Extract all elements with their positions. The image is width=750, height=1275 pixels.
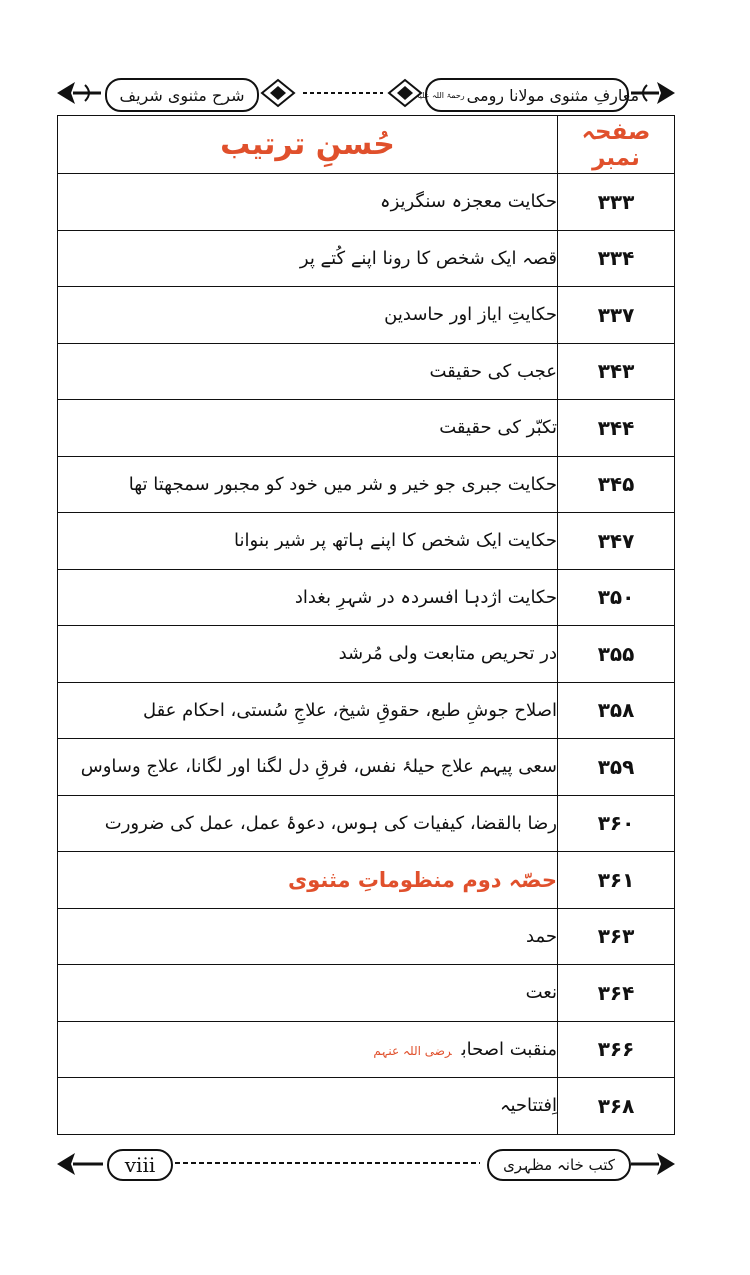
page-number-cell: ۳۶۴: [558, 965, 675, 1022]
entry-title: [58, 626, 558, 683]
running-title-right: [414, 78, 640, 112]
entry-title-text: حکایت جبری جو خیر و شر میں خود کو مجبور سمجھتا تھا: [128, 473, 557, 495]
table-row: [58, 343, 675, 400]
entry-title-text: تکبّر کی حقیقت: [439, 417, 557, 439]
entry-title: [58, 739, 558, 796]
table-row: [58, 513, 675, 570]
table-row: [58, 456, 675, 513]
table-row: [58, 682, 675, 739]
entry-title: [58, 795, 558, 852]
page-number-cell: ۳۴۴: [558, 400, 675, 457]
entry-title: [58, 456, 558, 513]
publisher-name: کتب خانہ مظہری: [487, 1149, 631, 1181]
entry-title: [58, 400, 558, 457]
page-number-cell: ۳۶۶: [558, 1021, 675, 1078]
page-number-cell: ۳۵۵: [558, 626, 675, 683]
entry-title: [58, 965, 558, 1022]
page-number-cell: ۳۳۳: [558, 174, 675, 231]
table-row: [58, 965, 675, 1022]
dotted-rule-icon: [175, 1159, 480, 1167]
ornament-icon: [629, 1147, 677, 1181]
table-row: [58, 908, 675, 965]
entry-title-text: عجب کی حقیقت: [429, 360, 557, 382]
entry-title: [58, 1021, 558, 1078]
entry-title-text: اِفتتاحیہ: [499, 1095, 557, 1117]
page-number-cell: ۳۵۹: [558, 739, 675, 796]
section-heading: [58, 852, 558, 909]
table-header-row: [58, 116, 675, 174]
entry-title-text: در تحریص متابعت ولی مُرشد: [338, 643, 557, 665]
entry-title: [58, 569, 558, 626]
ornament-icon: [55, 76, 103, 110]
entry-title: [58, 230, 558, 287]
entry-title: [58, 287, 558, 344]
ornament-icon: [629, 76, 677, 110]
table-row: [58, 569, 675, 626]
page-number-cell: ۳۶۰: [558, 795, 675, 852]
entry-title-text: نعت: [525, 982, 557, 1004]
page-number-cell: ۳۳۴: [558, 230, 675, 287]
table-row: [58, 1021, 675, 1078]
entry-title: [58, 1078, 558, 1135]
contents-body: [58, 174, 675, 1135]
entry-title-text: حکایت معجزہ سنگریزہ: [380, 191, 557, 213]
entry-title-text: قصہ ایک شخص کا رونا اپنے کُتے پر: [299, 247, 557, 269]
book-title: معارفِ مثنوی مولانا رومی: [466, 85, 640, 105]
page-number-cell: ۳۳۷: [558, 287, 675, 344]
entry-title-text: حکایتِ ایاز اور حاسدین: [384, 304, 557, 326]
table-row: [58, 852, 675, 909]
page-number-cell: ۳۴۳: [558, 343, 675, 400]
entry-title-text: رضا بالقضا، کیفیات کی ہوس، دعوۂ عمل، عمل کی ضرورت: [104, 812, 557, 834]
entry-title-text: حکایت اژدہا افسردہ در شہرِ بغداد: [294, 586, 557, 608]
entry-title: [58, 343, 558, 400]
entry-title-text: حصّہ دوم منظوماتِ مثنوی: [287, 867, 557, 892]
page-footer: [55, 1145, 675, 1187]
page-number-cell: ۳۴۵: [558, 456, 675, 513]
entry-title-text: اصلاح جوشِ طبع، حقوقِ شیخ، علاجِ سُستی، احکام عقل: [142, 699, 557, 721]
ornament-icon: [55, 1147, 105, 1181]
table-row: [58, 626, 675, 683]
dotted-rule-icon: [303, 90, 383, 96]
table-row: [58, 400, 675, 457]
page-number-cell: ۳۴۷: [558, 513, 675, 570]
honorific-note: رضی اللہ عنہم: [373, 1043, 452, 1058]
page-number-cell: ۳۶۳: [558, 908, 675, 965]
page-number-cell: ۳۶۱: [558, 852, 675, 909]
table-row: [58, 1078, 675, 1135]
table-row: [58, 795, 675, 852]
table-row: [58, 739, 675, 796]
running-title-left: شرح مثنوی شریف: [105, 78, 259, 112]
contents-table: [57, 115, 675, 1135]
ornament-icon: [258, 76, 298, 110]
entry-title: [58, 174, 558, 231]
page-number-cell: ۳۵۰: [558, 569, 675, 626]
page-number-cell: ۳۶۸: [558, 1078, 675, 1135]
page-number-heading: صفحہ نمبر: [558, 116, 675, 174]
entry-title-text: منقبت اصحاب: [461, 1038, 557, 1060]
page-number-cell: ۳۵۸: [558, 682, 675, 739]
table-row: [58, 230, 675, 287]
table-row: [58, 174, 675, 231]
honorific: رحمۃ اللہ علیہ: [414, 90, 465, 100]
page-header: [55, 70, 675, 118]
entry-title-text: سعی پیہم علاج حیلۂ نفس، فرقِ دل لگنا اور لگانا، علاج وساوس: [80, 756, 557, 778]
entry-title: [58, 682, 558, 739]
contents-heading: حُسنِ ترتیب: [58, 116, 558, 174]
entry-title: [58, 908, 558, 965]
entry-title: [58, 513, 558, 570]
entry-title-text: حمد: [526, 925, 557, 947]
table-row: [58, 287, 675, 344]
page-number: viii: [107, 1149, 173, 1181]
entry-title-text: حکایت ایک شخص کا اپنے ہاتھ پر شیر بنوانا: [234, 530, 557, 552]
